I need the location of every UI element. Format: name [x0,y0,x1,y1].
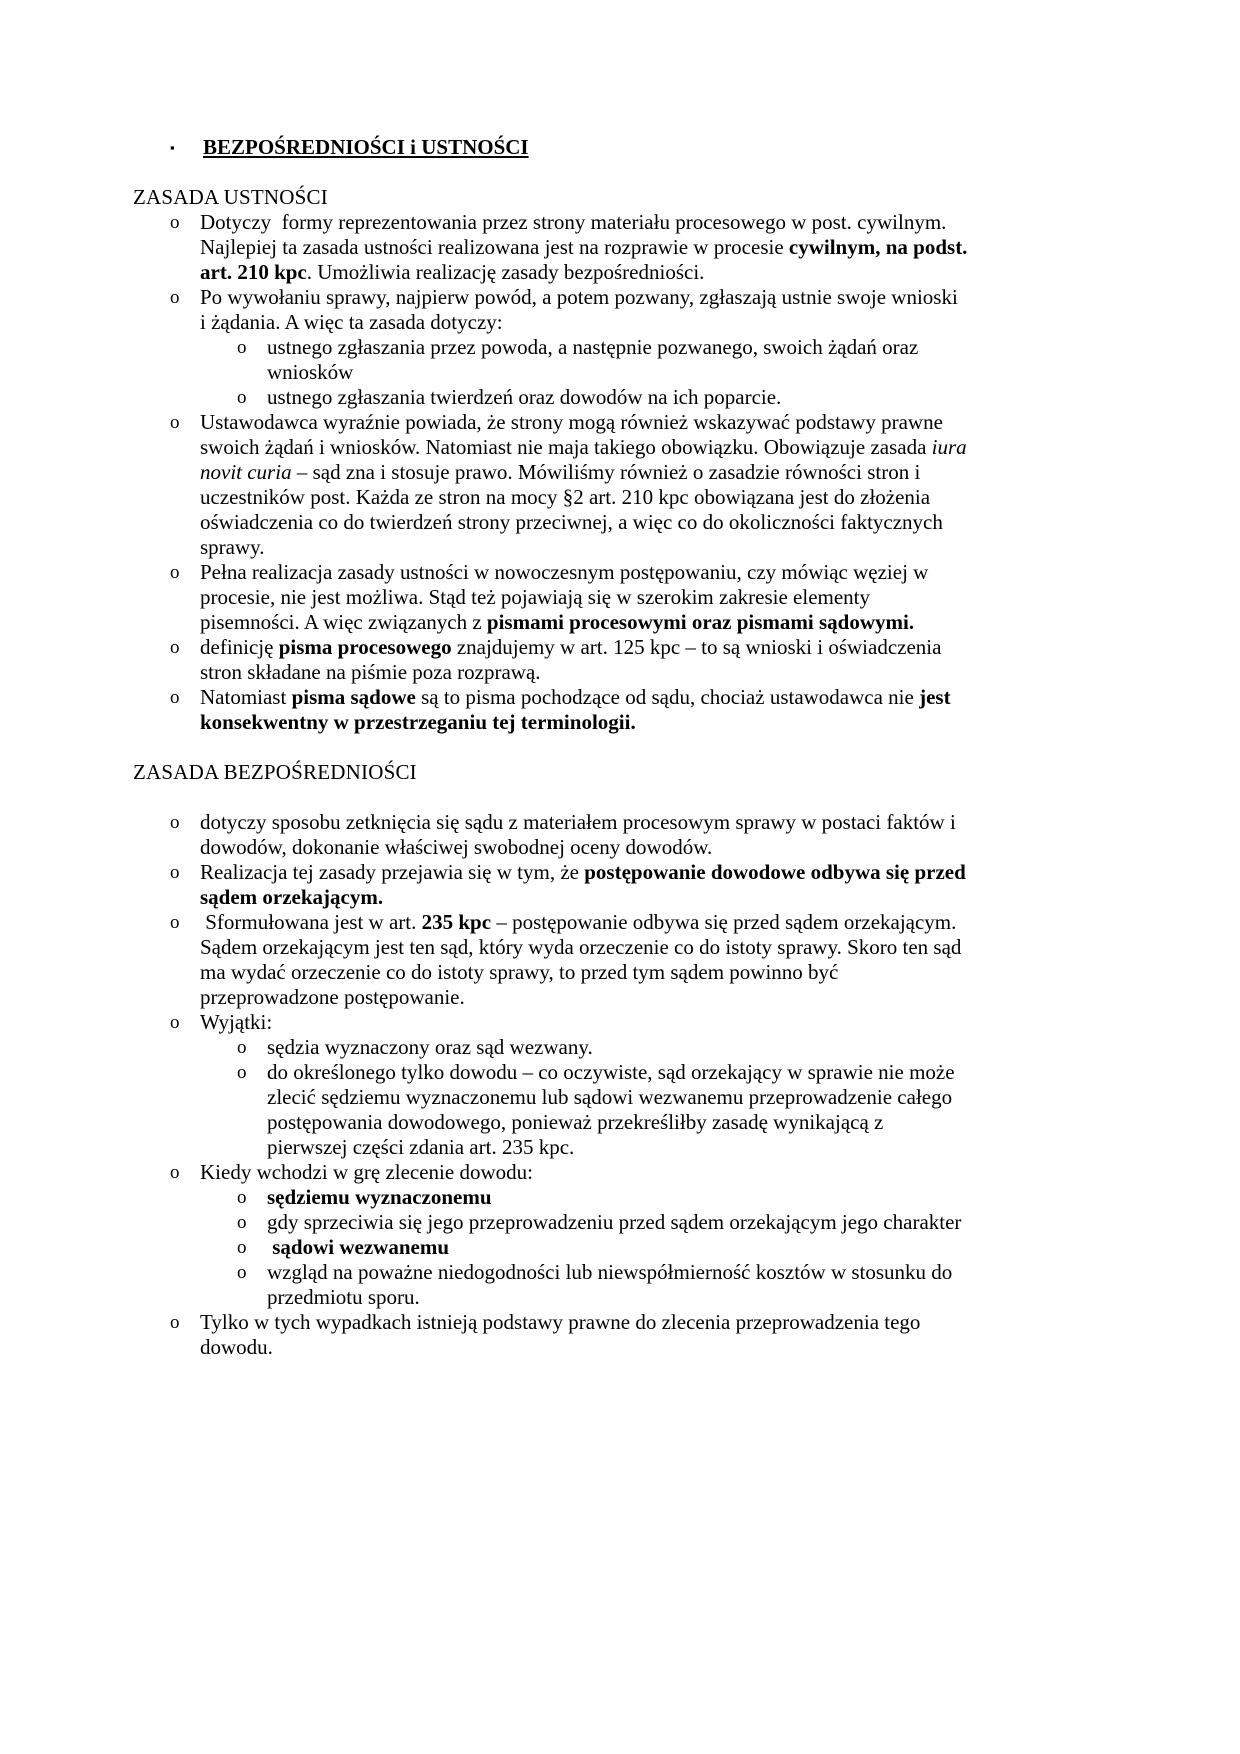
list-item-text [267,1185,968,1210]
list-item-text [267,1060,968,1160]
text-run: Wyjątki: [200,1010,273,1034]
list-item-text [267,335,968,385]
document-body [133,185,973,1360]
list-item-text [200,210,973,285]
text-run: jest konsekwentny w przestrzeganiu tej terminologii. [200,685,956,734]
text-run: Po wywołaniu sprawy, najpierw powód, a potem pozwany, zgłaszają ustnie swoje wnioski i żądania. A więc ta zasada dotyczy: [200,285,964,334]
list-bullet: o [237,1037,247,1058]
text-run: pisma procesowego [278,635,452,659]
list-item-text [267,1035,968,1060]
list-item [237,1185,968,1210]
list-item-text [200,285,968,335]
text-run: Ustawodawca wyraźnie powiada, że strony mogą również wskazywać podstawy prawne swoich żądań i wniosków. Natomiast nie maja takiego obowiązku. Obowiązuje zasada [200,410,949,459]
list-item-text [200,1310,968,1360]
list-bullet: o [237,1212,247,1233]
list-item [237,1260,968,1310]
text-run: są to pisma pochodzące od sądu, chociaż ustawodawca nie [415,685,920,709]
document-title: BEZPOŚREDNIOŚCI i USTNOŚCI [203,135,529,159]
text-run: cywilnym, na podst. art. 210 kpc [200,235,973,284]
section-heading: ZASADA USTNOŚCI [133,185,328,209]
list-item [170,910,968,1010]
list-item [170,685,968,735]
list-item [170,410,972,560]
list-item [170,635,968,685]
text-run: znajdujemy w art. 125 kpc – to są wnioski i oświadczenia stron składane na piśmie poza rozprawą. [200,635,947,684]
list-item [237,1060,968,1160]
list-item [237,335,968,385]
list-item-text [200,910,968,1010]
list-bullet: o [237,337,247,358]
text-run: Natomiast [200,685,292,709]
list-item [170,1310,968,1360]
list-item [237,1035,968,1060]
list-item-text [200,810,968,860]
list-item [170,560,968,635]
list-item-text [200,1160,968,1185]
list-bullet: o [170,1312,180,1333]
list-item [237,1210,968,1235]
list-item [237,385,968,410]
list-bullet: o [170,637,180,658]
text-run: postępowanie dowodowe odbywa się przed sądem orzekającym. [200,860,972,909]
text-run: sądowi wezwanemu [267,1235,449,1259]
text-run: – postępowanie odbywa się przed sądem orzekającym. Sądem orzekającym jest ten sąd, który wyda orzeczenie co do istoty sprawy. Skoro ten sąd ma wydać orzeczenie co do istoty sprawy, to przed tym sądem powinno być przeprowadzone postępowanie. [200,910,967,1009]
list-bullet: o [170,212,180,233]
text-run: Kiedy wchodzi w grę zlecenie dowodu: [200,1160,533,1184]
text-run: Realizacja tej zasady przejawia się w tym, że [200,860,585,884]
text-run: pismami procesowymi oraz pismami sądowymi. [486,610,915,634]
list-item [170,1160,968,1185]
list-item-text [267,1235,968,1260]
text-run: Sformułowana jest w art. [200,910,422,934]
text-run: iura novit curia [200,435,972,484]
square-bullet-icon: ▪ [170,140,175,155]
text-run: 235 kpc [421,910,492,934]
list-item-text [200,560,968,635]
text-run: pisma sądowe [291,685,416,709]
list-bullet: o [170,412,180,433]
text-run: ustnego zgłaszania przez powoda, a następnie pozwanego, swoich żądań oraz wniosków [267,335,924,384]
text-run: dotyczy sposobu zetknięcia się sądu z materiałem procesowym sprawy w postaci faktów i dowodów, dokonanie właściwej swobodnej oceny dowodów. [200,810,962,859]
list-bullet: o [170,687,180,708]
text-run: gdy sprzeciwia się jego przeprowadzeniu przed sądem orzekającym jego charakter [267,1210,962,1234]
text-run: ustnego zgłaszania twierdzeń oraz dowodów na ich poparcie. [267,385,782,409]
document-section [133,760,972,1360]
text-run: . Umożliwia realizację zasady bezpośredniości. [306,260,705,284]
text-run: wzgląd na poważne niedogodności lub niewspółmierność kosztów w stosunku do przedmiotu sporu. [267,1260,958,1309]
list-item [170,285,968,335]
list-item [170,1010,968,1035]
document-section [133,185,973,735]
text-run: sędziemu wyznaczonemu [267,1185,492,1209]
list-bullet: o [170,1162,180,1183]
section-heading: ZASADA BEZPOŚREDNIOŚCI [133,760,417,784]
list-item [170,210,973,285]
text-run: – sąd zna i stosuje prawo. Mówiliśmy również o zasadzie równości stron i uczestników post. Każda ze stron na mocy §2 art. 210 kpc obowiązana jest do złożenia oświadczenia co do twierdzeń strony przeciwnej, a więc co do okoliczności faktycznych sprawy. [200,460,949,559]
list-bullet: o [170,1012,180,1033]
text-run: Dotyczy formy reprezentowania przez strony materiału procesowego w post. cywilnym. Najlepiej ta zasada ustności realizowana jest na rozprawie w procesie [200,210,952,259]
list-bullet: o [237,1262,247,1283]
list-item-text [200,860,972,910]
list-item-text [200,1010,968,1035]
text-run: Pełna realizacja zasady ustności w nowoczesnym postępowaniu, czy mówiąc węziej w procesie, nie jest możliwa. Stąd też pojawiają się w szerokim zakresie elementy pisemności. A więc związanych z [200,560,934,634]
list-bullet: o [170,287,180,308]
list-bullet: o [237,1187,247,1208]
list-item-text [267,385,968,410]
list-item-text [200,410,972,560]
list-bullet: o [237,1062,247,1083]
text-run: definicję [200,635,279,659]
list-item [170,860,972,910]
list-bullet: o [170,912,180,933]
list-bullet: o [170,862,180,883]
document-title-row [170,135,968,160]
list-item-text [200,685,968,735]
text-run: do określonego tylko dowodu – co oczywiste, sąd orzekający w sprawie nie może zlecić sędziemu wyznaczonemu lub sądowi wezwanemu przeprowadzenie całego postępowania dowodowego, ponieważ przekreśliłby zasadę wynikającą z pierwszej części zdania art. 235 kpc. [267,1060,960,1159]
list-item [170,810,968,860]
list-item-text [267,1260,968,1310]
text-run: sędzia wyznaczony oraz sąd wezwany. [267,1035,593,1059]
list-bullet: o [170,562,180,583]
list-bullet: o [170,812,180,833]
text-run: Tylko w tych wypadkach istnieją podstawy prawne do zlecenia przeprowadzenia tego dowodu. [200,1310,926,1359]
list-item-text [200,635,968,685]
list-item-text [267,1210,968,1235]
list-bullet: o [237,1237,247,1258]
list-bullet: o [237,387,247,408]
list-item [237,1235,968,1260]
blank-line [133,785,968,810]
